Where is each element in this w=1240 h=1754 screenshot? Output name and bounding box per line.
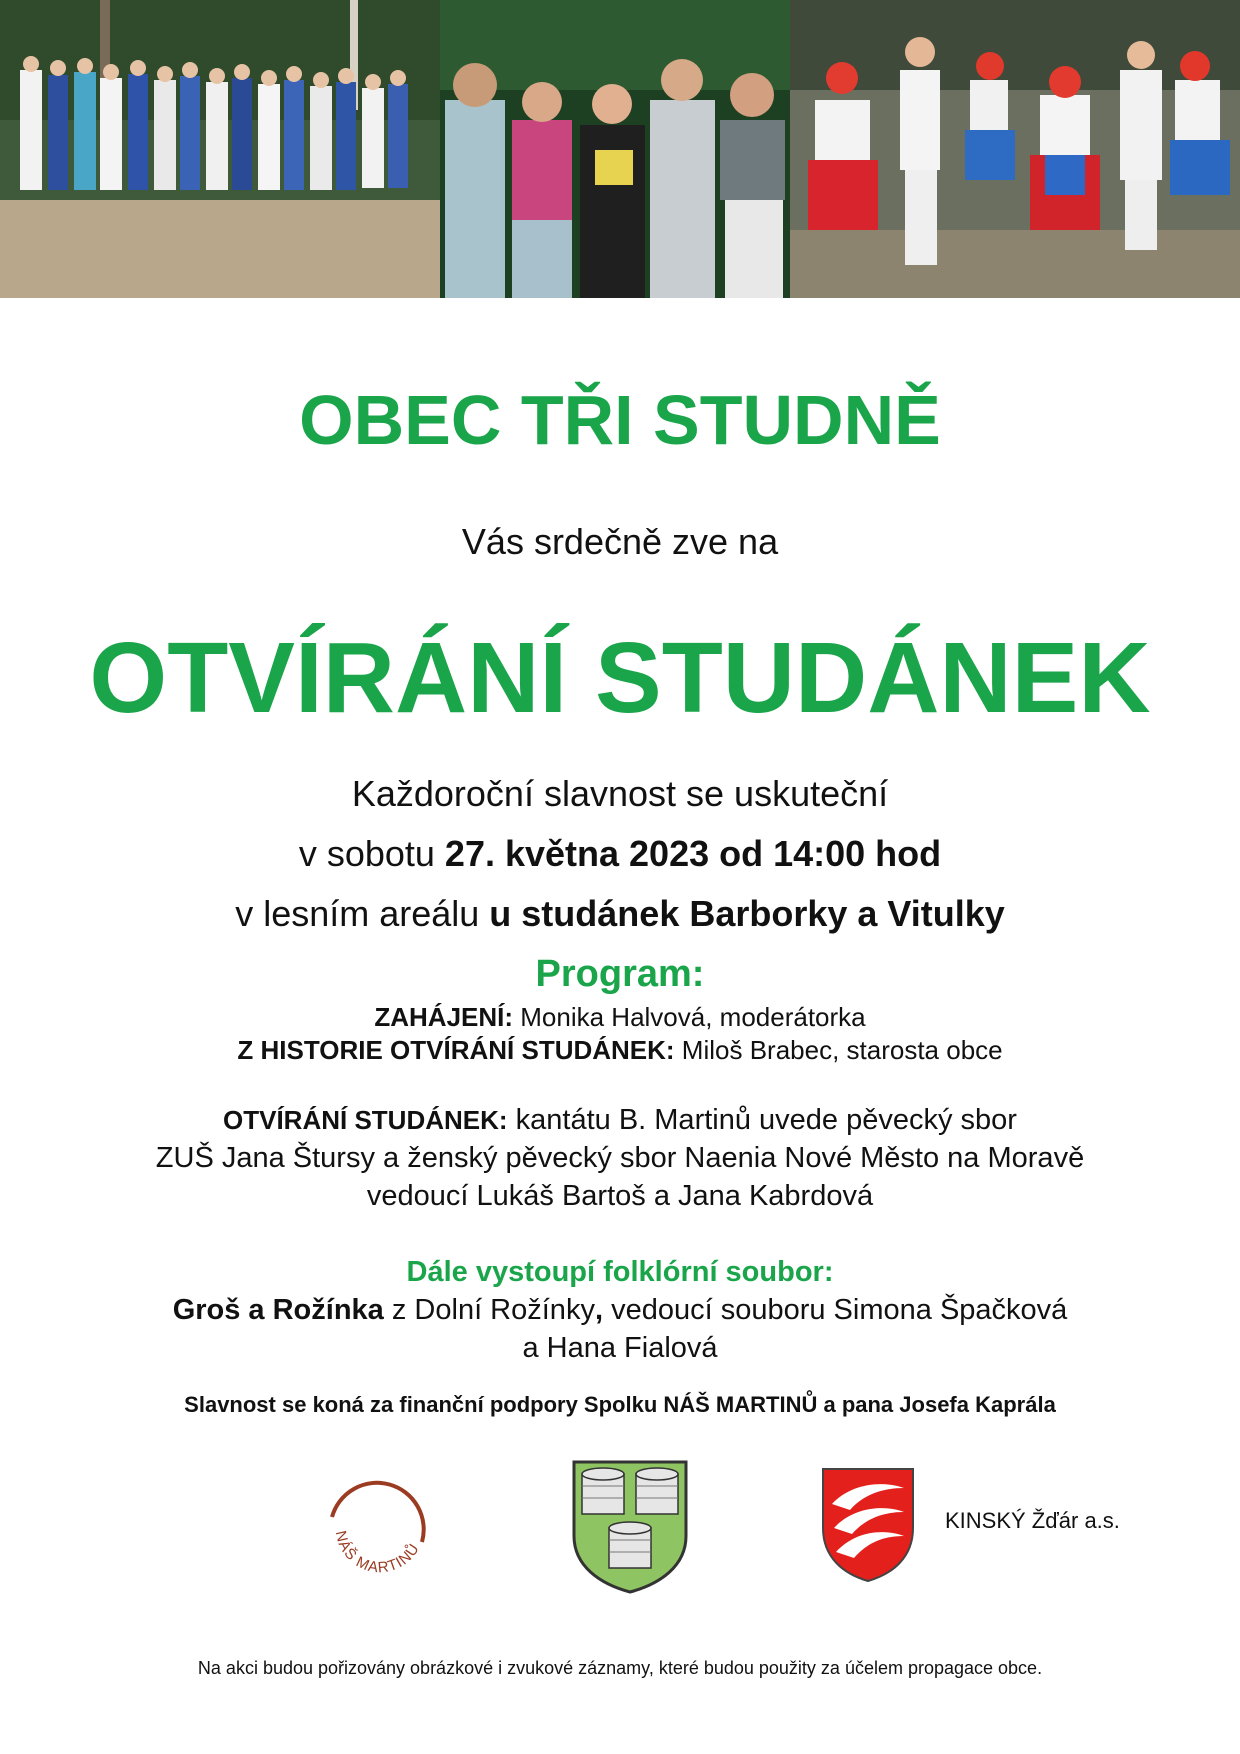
folklore-comma: , — [594, 1294, 604, 1326]
event-title: OTVÍRÁNÍ STUDÁNEK — [89, 622, 1151, 734]
program-item-text: Miloš Brabec, starosta obce — [674, 1035, 1003, 1065]
program-item-history — [0, 1034, 1240, 1066]
date-prefix: v sobotu — [298, 833, 445, 874]
nas-martinu-logo — [318, 1462, 438, 1582]
footer-notice: Na akci budou pořizovány obrázkové i zvukové záznamy, které budou použity za účelem propagace obce. — [197, 1658, 1043, 1678]
program-item-opening-wells — [0, 1102, 1240, 1138]
program-item-opening — [0, 1001, 1240, 1033]
support-text: Slavnost se koná za finanční podpory Spolku NÁŠ MARTINŮ a pana Josefa Kaprála — [184, 1392, 1056, 1417]
nas-martinu-logo-text: NÁŠ MARTINŮ — [331, 1529, 424, 1577]
group-photo — [440, 0, 790, 298]
org-title: OBEC TŘI STUDNĚ — [299, 381, 941, 459]
folklore-line-1 — [0, 1292, 1240, 1328]
details-line-1: Každoroční slavnost se uskuteční — [351, 773, 889, 814]
folklore-heading: Dále vystoupí folklórní soubor: — [406, 1256, 834, 1288]
program-item-text: kantátu B. Martinů uvede pěvecký sbor — [507, 1104, 1017, 1136]
event-location: u studánek Barborky a Vitulky — [489, 893, 1005, 934]
program-item-text: Monika Halvová, moderátorka — [513, 1002, 866, 1032]
municipal-crest — [570, 1458, 690, 1594]
choir-photo — [0, 0, 440, 298]
program-item-label: OTVÍRÁNÍ STUDÁNEK: — [223, 1105, 508, 1135]
program-item-leaders: vedoucí Lukáš Bartoš a Jana Kabrdová — [366, 1180, 874, 1212]
kinsky-crest — [820, 1466, 916, 1584]
dancers-photo — [790, 0, 1240, 298]
folklore-leader: vedoucí souboru Simona Špačková — [603, 1294, 1068, 1326]
kinsky-company-name: KINSKÝ Žďár a.s. — [945, 1508, 1120, 1533]
program-heading: Program: — [535, 953, 705, 995]
program-item-choirs: ZUŠ Jana Štursy a ženský pěvecký sbor Naenia Nové Město na Moravě — [155, 1142, 1085, 1174]
photo-strip — [0, 0, 1240, 298]
details-line-2 — [0, 832, 1240, 876]
folklore-ensemble-name: Groš a Rožínka — [172, 1294, 384, 1326]
event-date: 27. května 2023 od 14:00 hod — [444, 833, 942, 874]
svg-text:NÁŠ MARTINŮ — [332, 1529, 423, 1576]
folklore-origin: z Dolní Rožínky — [383, 1294, 595, 1326]
folklore-line-2: a Hana Fialová — [522, 1332, 718, 1364]
program-item-label: ZAHÁJENÍ: — [374, 1002, 514, 1032]
location-prefix: v lesním areálu — [235, 893, 490, 934]
details-line-3 — [0, 892, 1240, 936]
program-item-label: Z HISTORIE OTVÍRÁNÍ STUDÁNEK: — [237, 1035, 675, 1065]
invite-text: Vás srdečně zve na — [461, 521, 779, 562]
